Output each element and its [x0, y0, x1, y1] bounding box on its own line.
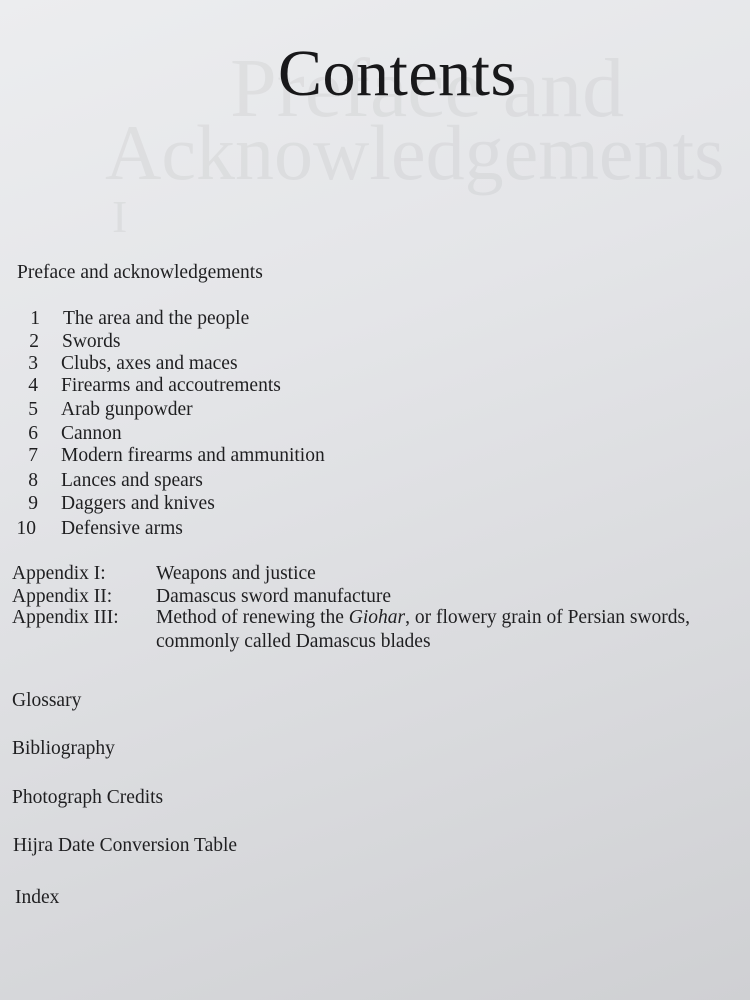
chapter-number: 10	[16, 518, 36, 539]
chapter-number: 5	[28, 399, 38, 420]
appendix-title-italic: Giohar	[348, 607, 406, 628]
chapter-title: Firearms and accoutrements	[61, 375, 281, 396]
toc-bibliography: Bibliography	[12, 738, 115, 759]
appendix-title: Damascus sword manufacture	[156, 586, 391, 607]
chapter-title: The area and the people	[63, 308, 250, 329]
chapter-title: Daggers and knives	[61, 493, 215, 514]
chapter-number: 1	[30, 308, 40, 329]
chapter-title: Cannon	[61, 423, 122, 444]
toc-hijra-date-conversion-table: Hijra Date Conversion Table	[13, 835, 238, 856]
chapter-number: 4	[28, 375, 38, 396]
chapter-title: Lances and spears	[61, 470, 203, 491]
appendix-title-continued: commonly called Damascus blades	[156, 631, 431, 652]
toc-index: Index	[15, 887, 60, 908]
chapter-number: 2	[29, 331, 39, 352]
chapter-title: Defensive arms	[61, 518, 183, 539]
chapter-number: 7	[28, 445, 38, 466]
show-through-heading-line-3	[112, 190, 127, 243]
show-through-heading-line-2	[105, 108, 725, 198]
chapter-number: 9	[28, 493, 38, 514]
toc-photograph-credits: Photograph Credits	[12, 787, 164, 808]
chapter-number: 8	[28, 470, 38, 491]
chapter-title: Modern firearms and ammunition	[61, 445, 325, 466]
appendix-title: Weapons and justice	[156, 563, 316, 584]
page-title: Contents	[278, 37, 517, 110]
chapter-title: Clubs, axes and maces	[61, 353, 238, 374]
chapter-title: Swords	[62, 331, 121, 352]
chapter-title: Arab gunpowder	[61, 399, 193, 420]
appendix-title: Method of renewing the Giohar, or flowery grain of Persian swords,	[156, 607, 690, 628]
toc-glossary: Glossary	[12, 690, 82, 711]
toc-preface: Preface and acknowledgements	[17, 262, 263, 283]
chapter-number: 3	[28, 353, 38, 374]
chapter-number: 6	[28, 423, 38, 444]
appendix-label: Appendix III:	[12, 607, 119, 628]
appendix-label: Appendix II:	[12, 586, 113, 607]
appendix-label: Appendix I:	[12, 563, 106, 584]
